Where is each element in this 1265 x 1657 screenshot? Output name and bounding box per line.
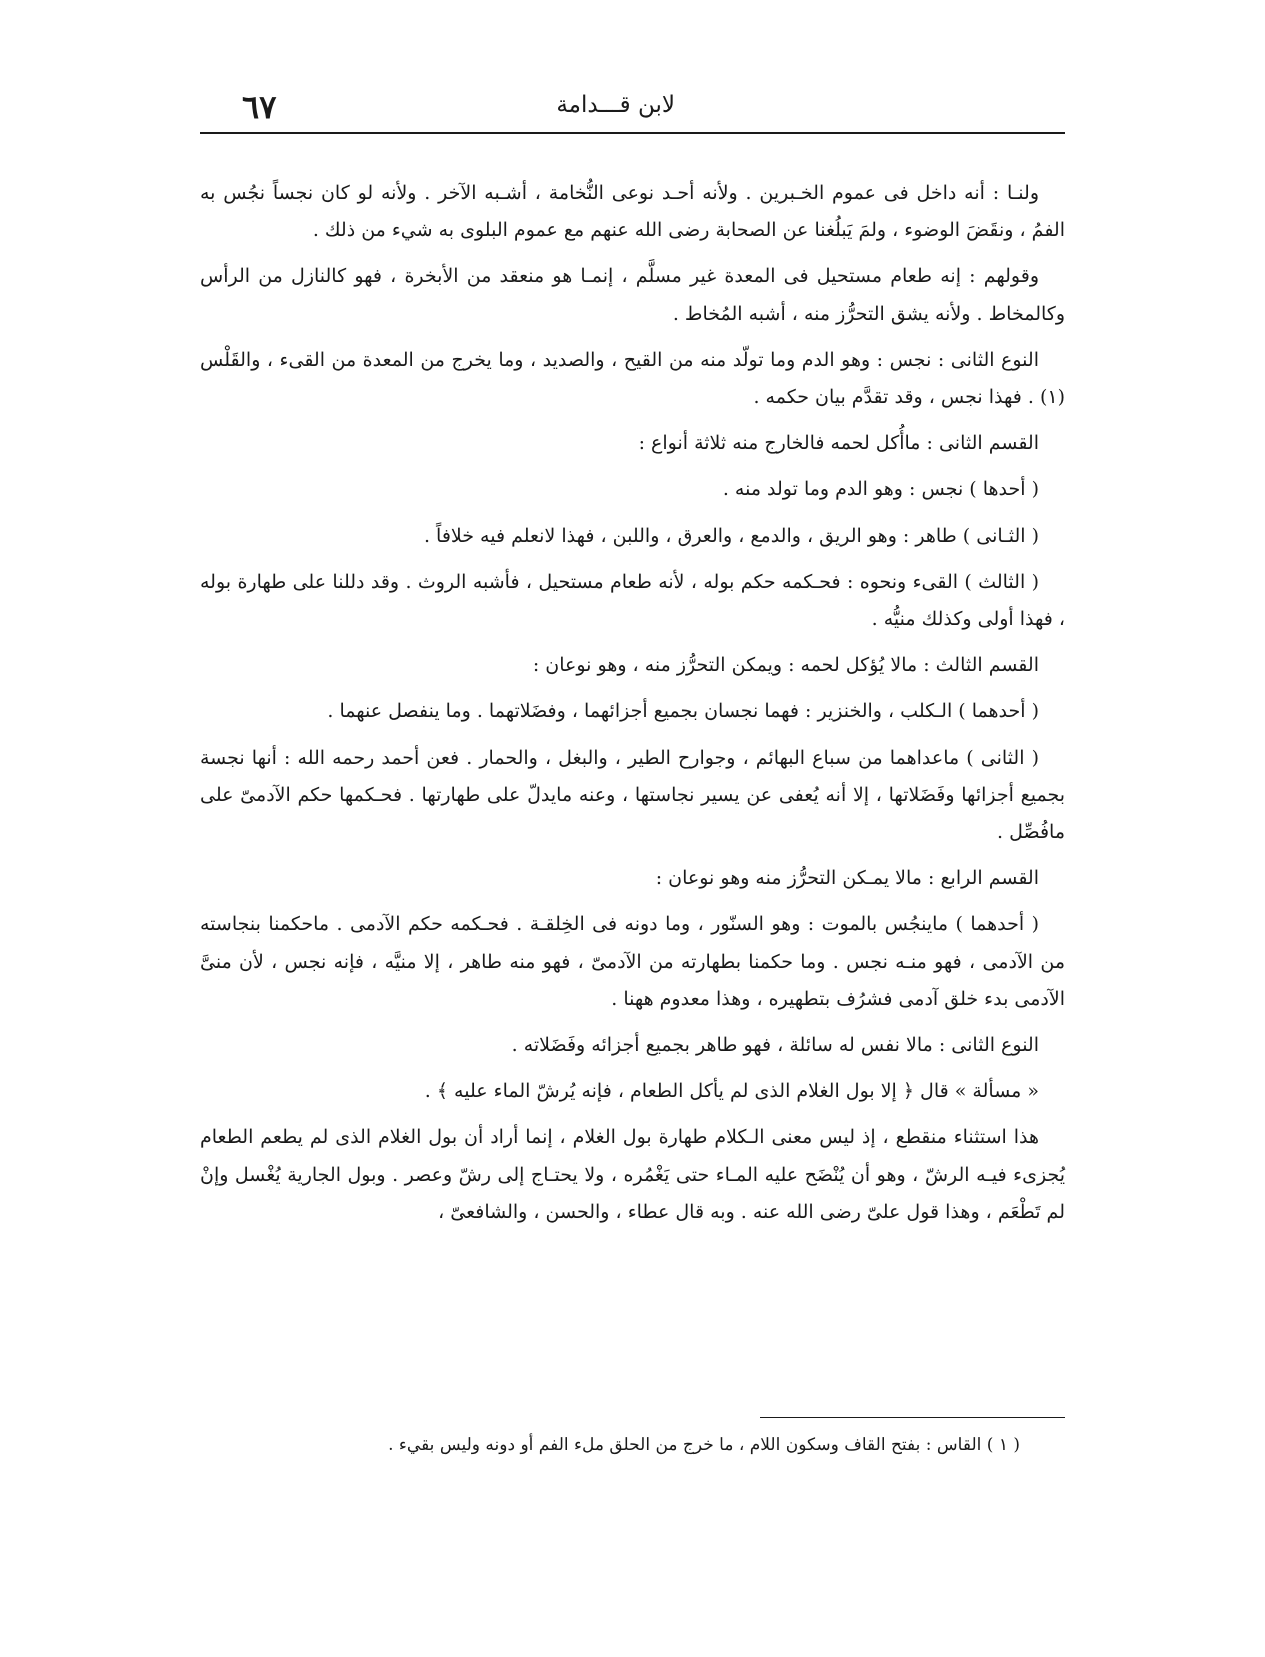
paragraph: وقولهم : إنه طعام مستحيل فى المعدة غير مسلَّم ، إنمـا هو منعقد من الأبخرة ، فهو كالنازل من الرأس وكالمخاط . ولأنه يشق التحرُّز منه ، أشبه المُخاط . <box>200 265 1065 325</box>
list-item: ( أحدهما ) الـكلب ، والخنزير : فهما نجسان بجميع أجزائهما ، وفضَلاتهما . وما ينفصل عنهما . <box>327 700 1039 723</box>
list-item: ( أحدهما ) ماينجُس بالموت : وهو السنّور ، وما دونه فى الخِلقـة . فحـكمه حكم الآدمى . ماحكمنا بنجاسته من الآدمى ، فهو منـه نجس . وما حكمنا بطهارته من الآدمىّ ، فهو منه طاهر ، إلا منيَّه ، فإنه نجس ، لأن منىَّ الآدمى بدء خلق آدمى فشرُف بتطهيره ، وهذا معدوم ههنا . <box>200 913 1065 1010</box>
section-heading: النوع الثانى : مالا نفس له سائلة ، فهو طاهر بجميع أجزائه وفَضَلاته . <box>511 1034 1039 1057</box>
header-rule <box>200 132 1065 134</box>
paragraph: هذا استثناء منقطع ، إذ ليس معنى الـكلام طهارة بول الغلام ، إنما أراد أن بول الغلام الذى لم يطعم الطعام يُجزىء فيـه الرشّ ، وهو أن يُنْضَح عليه المـاء حتى يَغْمُره ، ولا يحتـاج إلى رشّ وعصر . وبول الجارية يُغْسل وإنْ لم تَطْعَم ، وهذا قول علىّ رضى الله عنه . وبه قال عطاء ، والحسن ، والشافعىّ ، <box>200 1126 1065 1223</box>
page-number: ٦٧ <box>242 88 277 126</box>
list-item: ( الثانى ) ماعداهما من سباع البهائم ، وجوارح الطير ، والبغل ، والحمار . فعن أحمد رحمه الله : أنها نجسة بجميع أجزائها وفَضَلاتها ، إلا أنه يُعفى عن يسير نجاستها ، وعنه مايدلّ على طهارتها . فحـكمها حكم الآدمىّ على مافُصِّل . <box>200 746 1065 844</box>
list-item: ( الثـانى ) طاهر : وهو الريق ، والدمع ، والعرق ، واللبن ، فهذا لانعلم فيه خلافاً . <box>423 524 1039 547</box>
list-item: ( أحدها ) نجس : وهو الدم وما تولد منه . <box>722 478 1039 501</box>
masala-statement: « مسألة » قال ﴿ إلا بول الغلام الذى لم يأكل الطعام ، فإنه يُرشّ الماء عليه ﴾ . <box>424 1080 1039 1103</box>
section-heading: القسم الثانى : ماأُكل لحمه فالخارج منه ثلاثة أنواع : <box>638 432 1039 455</box>
running-title: لابن قـــدامة <box>556 92 675 118</box>
section-heading: القسم الرابع : مالا يمـكن التحرُّز منه وهو نوعان : <box>655 867 1039 890</box>
footnote: ( ١ ) القاس : بفتح القاف وسكون اللام ، ما خرج من الحلق ملء الفم أو دونه وليس بقيء . <box>388 1435 1020 1455</box>
page-body <box>200 175 1065 1240</box>
footnote-rule <box>760 1417 1065 1418</box>
page-header <box>200 88 1065 132</box>
list-item: ( الثالث ) القىء ونحوه : فحـكمه حكم بوله ، لأنه طعام مستحيل ، فأشبه الروث . وقد دللنا على طهارة بوله ، فهذا أولى وكذلك منيُّه . <box>200 570 1065 631</box>
paragraph: النوع الثانى : نجس : وهو الدم وما تولّد منه من القيح ، والصديد ، وما يخرج من المعدة من القىء ، والقَلْس (١) . فهذا نجس ، وقد تقدَّم بيان حكمه . <box>200 348 1065 409</box>
section-heading: القسم الثالث : مالا يُؤكل لحمه : ويمكن التحرُّز منه ، وهو نوعان : <box>532 654 1039 677</box>
paragraph: ولنـا : أنه داخل فى عموم الخـبرين . ولأنه أحـد نوعى النُّخامة ، أشـبه الآخر . ولأنه لو كان نجساً نجُس به الفمُ ، ونقَضَ الوضوء ، ولمَ يَبلُغنا عن الصحابة رضى الله عنهم مع عموم البلوى به شيء من ذلك . <box>200 182 1065 242</box>
